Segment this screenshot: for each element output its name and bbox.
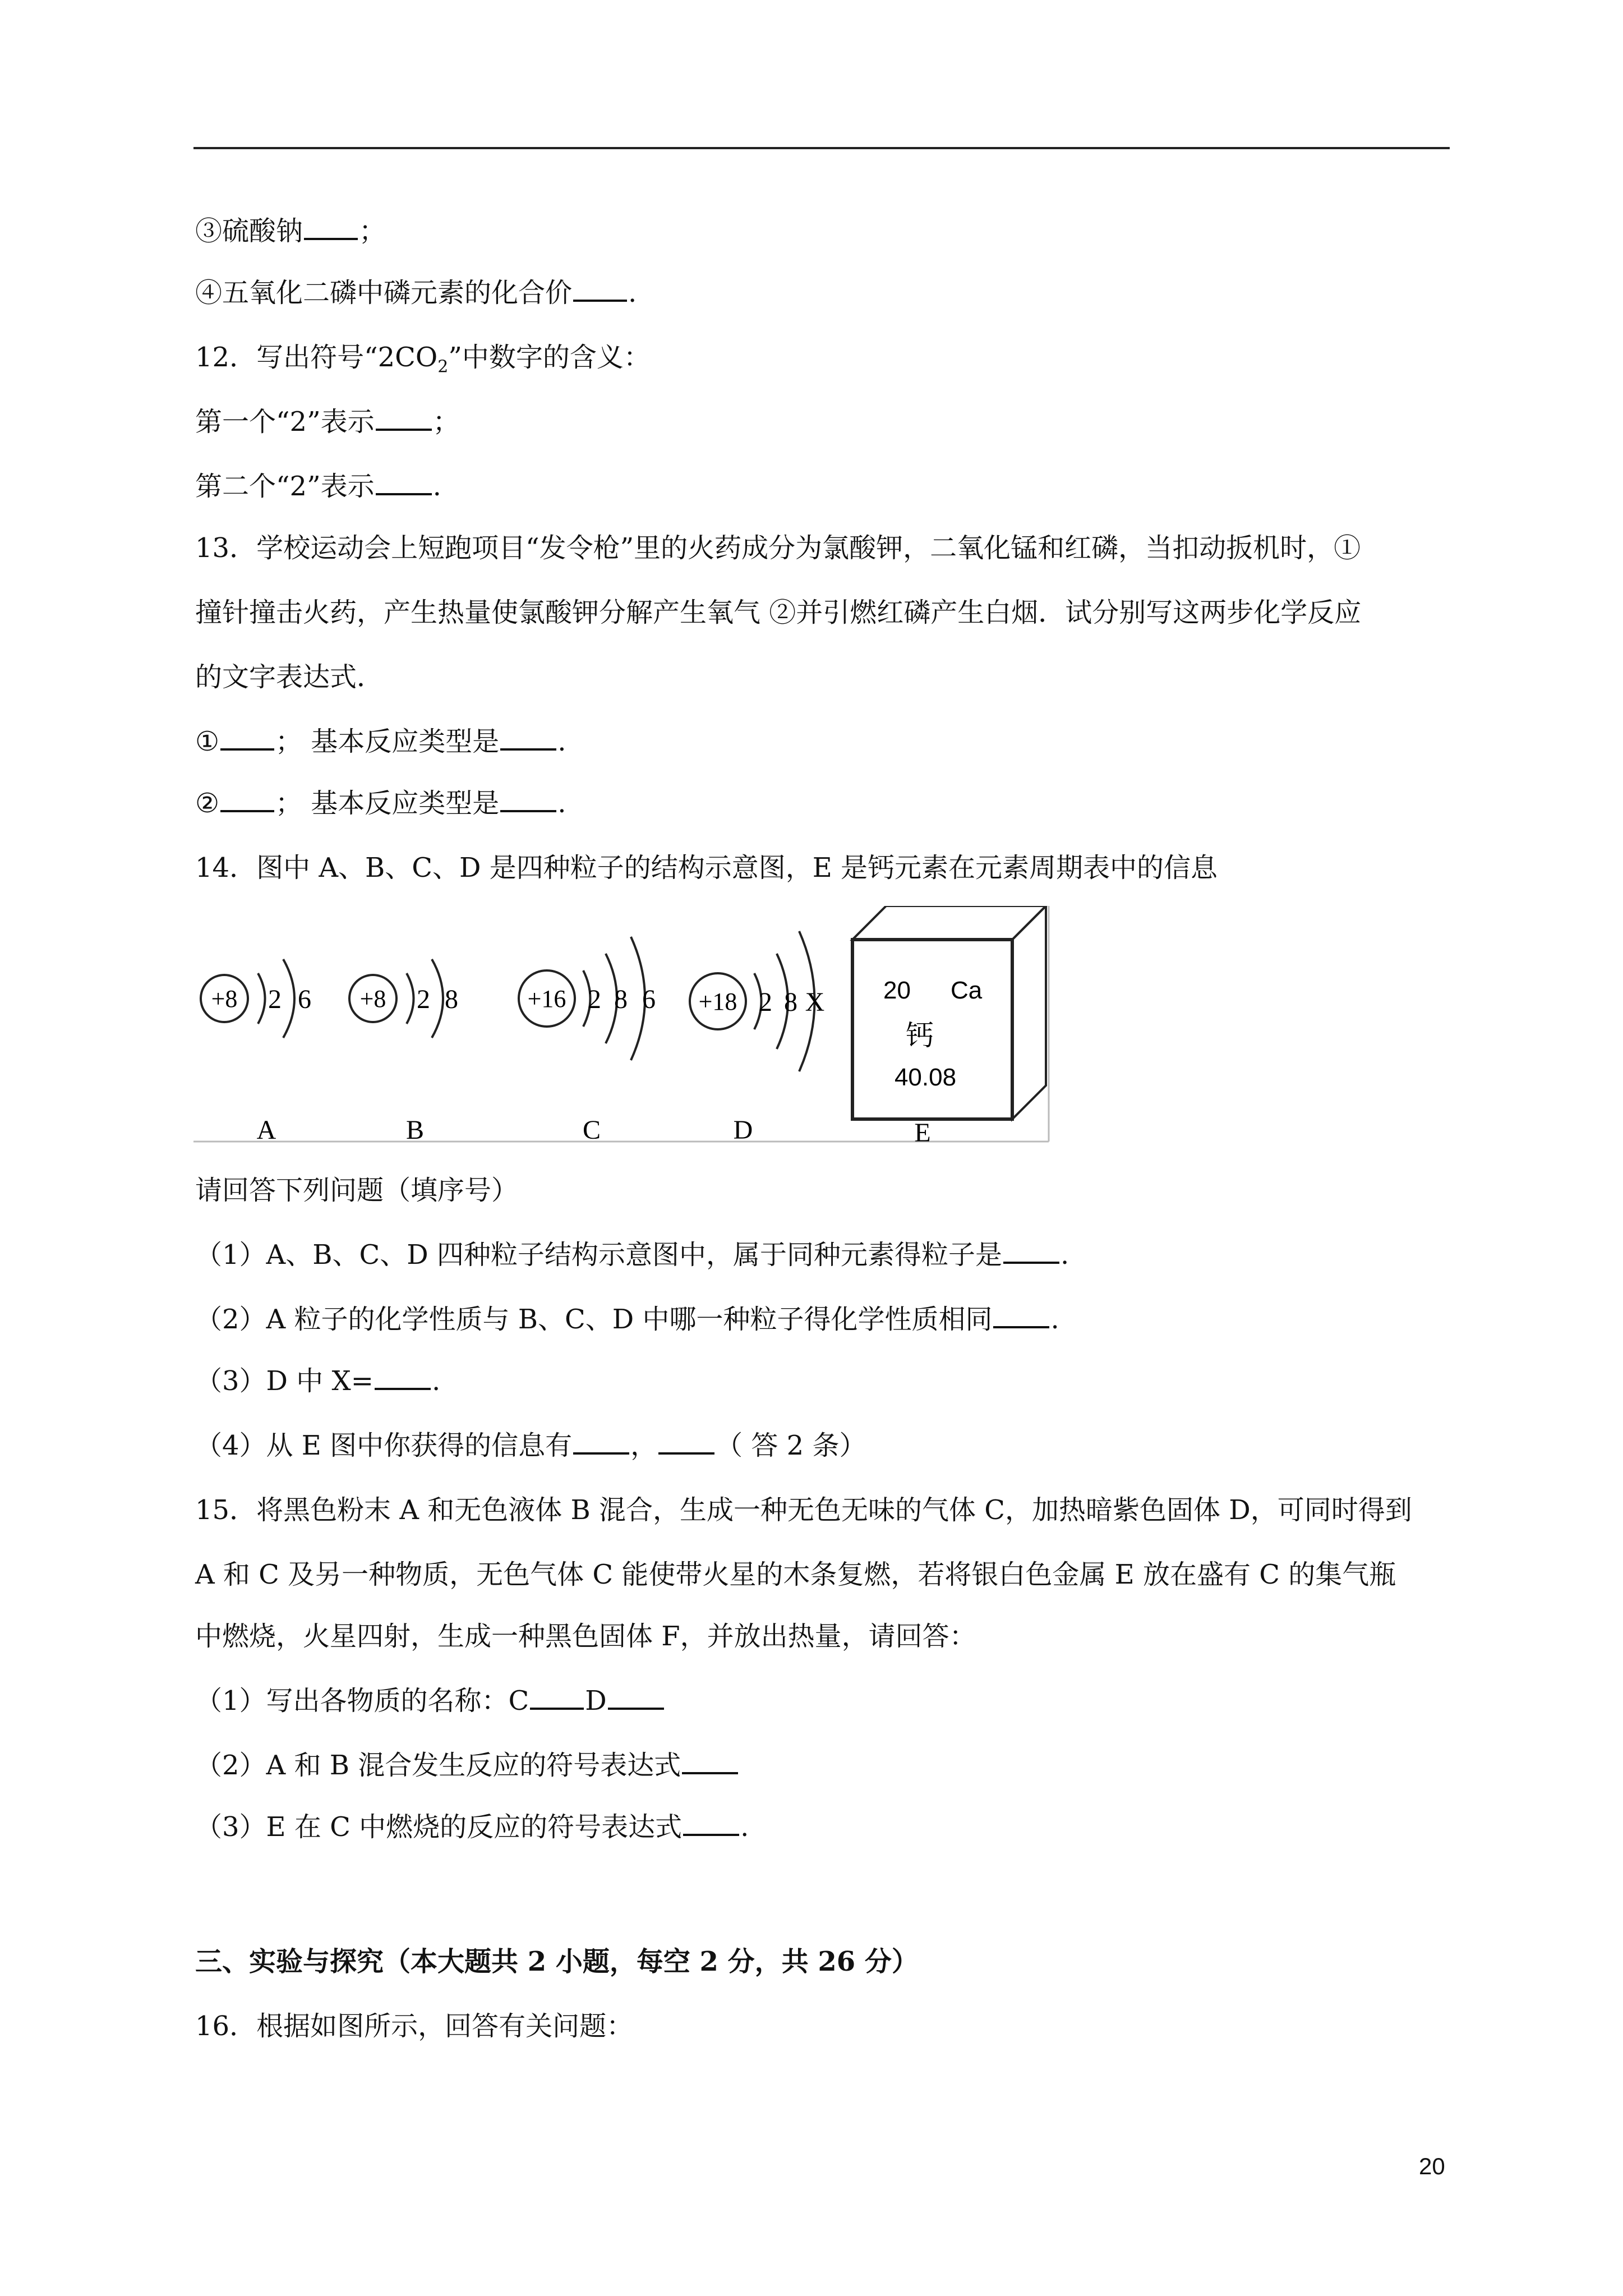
- particle-b-shell-2: 8: [445, 984, 458, 1014]
- answer-blank[interactable]: [573, 1428, 629, 1455]
- line-sodium-sulfate: ③硫酸钠 ；: [195, 213, 386, 249]
- question-15-2: （2）A 和 B 混合发生反应的符号表达式: [195, 1747, 739, 1783]
- question-13-line3: 的文字表达式．: [195, 661, 384, 693]
- particle-a: [201, 959, 311, 1145]
- question-15-line3: 中燃烧，火星四射，生成一种黑色固体 F，并放出热量，请回答：: [195, 1621, 976, 1652]
- question-13-answer-2: ② ； 基本反应类型是 .: [195, 785, 566, 821]
- question-14-1: （1）A、B、C、D 四种粒子结构示意图中，属于同种元素得粒子是 .: [195, 1237, 1069, 1273]
- answer-blank[interactable]: [304, 213, 358, 240]
- answer-blank[interactable]: [608, 1683, 664, 1710]
- header-rule: [193, 147, 1450, 149]
- question-16: 16．根据如图所示，回答有关问题：: [195, 2010, 634, 2042]
- answer-blank[interactable]: [220, 724, 274, 751]
- answer-blank[interactable]: [500, 785, 556, 812]
- particle-a-shell-2: 6: [298, 984, 311, 1014]
- question-13-answer-1: ① ； 基本反应类型是 .: [195, 724, 566, 760]
- question-14: 14．图中 A、B、C、D 是四种粒子的结构示意图，E 是钙元素在元素周期表中的信息: [195, 852, 1218, 884]
- answer-blank[interactable]: [220, 785, 274, 812]
- answer-blank[interactable]: [375, 1363, 431, 1390]
- question-12: 12．写出符号“$2CO_2$”中数字的含义：: [195, 342, 651, 377]
- answer-blank[interactable]: [376, 404, 432, 431]
- particle-b-nucleus: +8: [359, 985, 386, 1013]
- question-12-first: 第一个“2”表示 ；: [195, 404, 460, 440]
- question-15-3: （3）E 在 C 中燃烧的反应的符号表达式 .: [195, 1809, 749, 1845]
- element-e-box: [852, 906, 1046, 1148]
- particle-d-nucleus: +18: [698, 988, 737, 1015]
- particle-c-shell-3: 6: [642, 984, 656, 1014]
- answer-blank[interactable]: [530, 1683, 584, 1710]
- particle-d-shell-1: 2: [759, 987, 772, 1017]
- label-a: A: [256, 1115, 276, 1145]
- answer-blank[interactable]: [500, 724, 556, 751]
- element-name: 钙: [906, 1019, 934, 1052]
- line-phosphorus-valence: ④五氧化二磷中磷元素的化合价 .: [195, 275, 637, 311]
- particle-c-nucleus: +16: [527, 985, 566, 1013]
- question-14-intro: 请回答下列问题（填序号）: [195, 1175, 519, 1206]
- particle-a-shell-1: 2: [268, 984, 282, 1014]
- question-14-2: （2）A 粒子的化学性质与 B、C、D 中哪一种粒子得化学性质相同 .: [195, 1301, 1059, 1337]
- particle-a-nucleus: +8: [211, 985, 238, 1013]
- answer-blank[interactable]: [376, 468, 432, 495]
- question-15-1: （1）写出各物质的名称：C D: [195, 1683, 665, 1719]
- element-symbol: Ca: [951, 977, 983, 1004]
- question-14-3: （3）D 中 X= .: [195, 1363, 440, 1399]
- particle-d-shell-2: 8: [784, 987, 797, 1017]
- section-3-heading: 三、实验与探究（本大题共 2 小题，每空 2 分，共 26 分）: [195, 1946, 919, 1977]
- particle-d: [690, 931, 824, 1145]
- element-mass: 40.08: [894, 1064, 957, 1091]
- question-15-line2: A 和 C 及另一种物质，无色气体 C 能使带火星的木条复燃，若将银白色金属 E 放在盛有 C 的集气瓶: [195, 1559, 1396, 1590]
- question-14-4: （4）从 E 图中你获得的信息有 ， （ 答 2 条）: [195, 1428, 866, 1464]
- element-number: 20: [883, 977, 911, 1004]
- atomic-structure-figure: [193, 906, 1052, 1153]
- question-13-line1: 13．学校运动会上短跑项目“发令枪”里的火药成分为氯酸钾，二氧化锰和红磷，当扣动扳机时，①: [195, 532, 1361, 564]
- particle-b: [349, 959, 458, 1145]
- page-number: 20: [1419, 2153, 1445, 2179]
- label-d: D: [733, 1115, 753, 1145]
- particle-c-shell-2: 8: [614, 984, 628, 1014]
- question-13-line2: 撞针撞击火药，产生热量使氯酸钾分解产生氧气 ②并引燃红磷产生白烟．试分别写这两步化学反应: [195, 597, 1362, 628]
- particle-c: [519, 937, 656, 1145]
- particle-c-shell-1: 2: [588, 984, 601, 1014]
- answer-blank[interactable]: [658, 1428, 714, 1455]
- answer-blank[interactable]: [993, 1301, 1049, 1328]
- label-c: C: [582, 1115, 601, 1145]
- answer-blank[interactable]: [1003, 1237, 1059, 1264]
- question-15-line1: 15．将黑色粉末 A 和无色液体 B 混合，生成一种无色无味的气体 C，加热暗紫色固体 D，可同时得到: [195, 1494, 1412, 1526]
- particle-b-shell-1: 2: [417, 984, 430, 1014]
- answer-blank[interactable]: [683, 1809, 739, 1836]
- label-e: E: [914, 1118, 931, 1148]
- answer-blank[interactable]: [573, 275, 627, 302]
- label-b: B: [405, 1115, 425, 1145]
- answer-blank[interactable]: [682, 1747, 738, 1774]
- question-12-second: 第二个“2”表示 .: [195, 468, 441, 504]
- particle-d-shell-3: X: [805, 987, 825, 1017]
